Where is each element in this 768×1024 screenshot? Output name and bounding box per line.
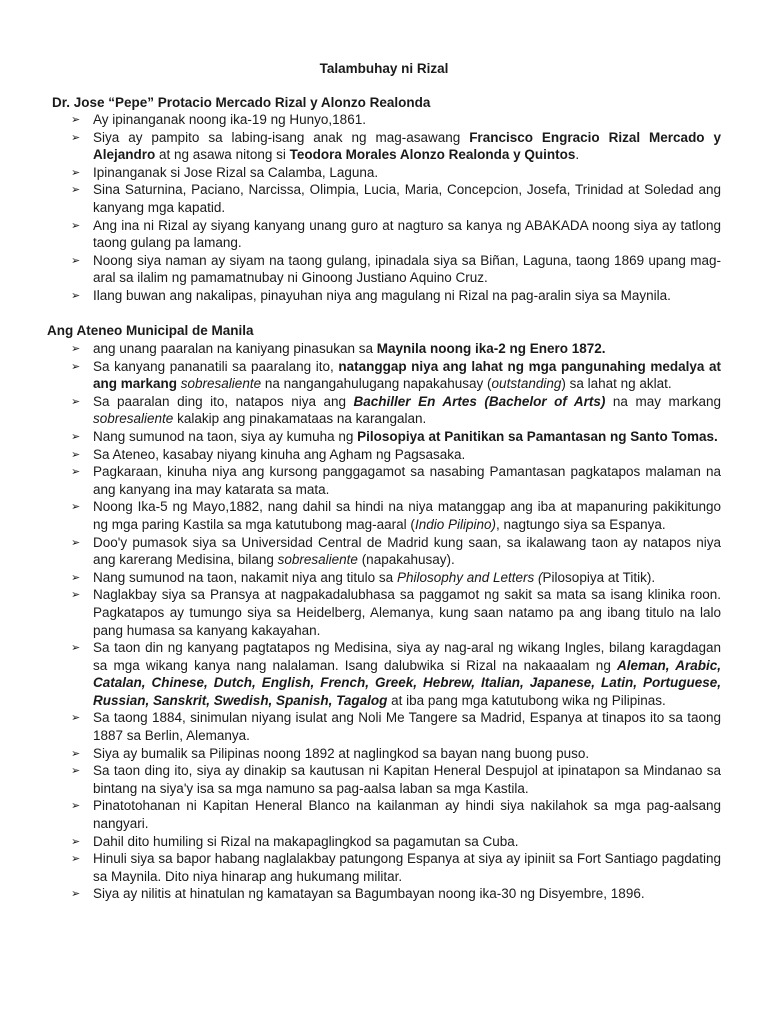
bullet-text-run: Indio Pilipino) [414, 516, 496, 532]
bullet-text-run: Doo'y pumasok siya sa Universidad Central de Madrid kung saan, sa ikalawang taon ay natapos niya ang karerang Medisina, bilang [93, 534, 721, 568]
bullet-item [0, 287, 721, 305]
bullet-text-run: na nangangahulugang napakahusay ( [261, 376, 492, 392]
bullet-text-run: Nang sumunod na taon, siya ay kumuha ng [93, 428, 358, 444]
bullet-item [0, 498, 721, 533]
bullet-item [0, 797, 721, 832]
bullet-text-run: Bachiller En Artes (Bachelor of Arts) [353, 393, 606, 409]
bullet-text-run: outstanding [491, 376, 562, 392]
bullet-text-run: Ilang buwan ang nakalipas, pinayuhan niya ang magulang ni Rizal na pag-aralin siya sa Maynila. [93, 287, 671, 303]
bullet-item [0, 639, 721, 709]
bullet-item [0, 340, 721, 358]
bullet-text-run: ang unang paaralan na kaniyang pinasukan sa [93, 341, 377, 356]
bullet-text-run: Pilosopiya at Panitikan sa Pamantasan ng Santo Tomas. [357, 428, 718, 444]
bullet-item [0, 428, 721, 446]
bullet-text-run: Naglakbay siya sa Pransya at nagpakadalubhasa sa paggamot ng sakit sa mata sa isang klinika roon. Pagkatapos ay tumungo siya sa Heidelberg, Alemanya, kung saan natamo pa ang ibang titulo na lalo pang humasa sa kanyang kakayahan. [93, 587, 721, 638]
bullet-text-run: Siya ay bumalik sa Pilipinas noong 1892 at naglingkod sa bayan nang buong puso. [93, 745, 590, 761]
bullet-item [0, 463, 721, 498]
bullet-list-biography [0, 111, 721, 305]
bullet-text-run: sobresaliente [277, 552, 358, 568]
bullet-text-run: Teodora Morales Alonzo Realonda y Quintos [289, 147, 576, 163]
bullet-text-run: (napakahusay). [357, 552, 455, 568]
bullet-text-run: Sa taong 1884, sinimulan niyang isulat ang Noli Me Tangere sa Madrid, Espanya at tinapos ito sa taong 1887 sa Berlin, Alemanya. [93, 710, 721, 744]
bullet-item [0, 111, 721, 129]
bullet-text-run: Pinatotohanan ni Kapitan Heneral Blanco na kailanman ay hindi siya nakilahok sa mga pag-aalsang nangyari. [93, 798, 721, 832]
bullet-text-run: at ng asawa nitong si [155, 147, 290, 163]
bullet-text-run: , nagtungo siya sa Espanya. [495, 516, 666, 532]
bullet-item [0, 358, 721, 393]
bullet-text-run: Ang ina ni Rizal ay siyang kanyang unang guro at nagturo sa kanya ng ABAKADA noong siya ay tatlong taong gulang pa lamang. [93, 217, 721, 251]
bullet-text-run: ) sa lahat ng aklat. [561, 376, 672, 392]
bullet-text-run: Noong Ika-5 ng Mayo,1882, nang dahil sa hindi na niya matanggap ang iba at mapanuring pakikitungo ng mga paring Kastila sa mga katutubong mag-aaral ( [93, 499, 721, 532]
bullet-text-run: . [575, 147, 580, 163]
bullet-text-run: Philosophy and Letters ( [396, 569, 543, 585]
bullet-text-run: Nang sumunod na taon, nakamit niya ang titulo sa [93, 569, 397, 585]
bullet-text-run: Siya ay pampito sa labing-isang anak ng mag-asawang [93, 129, 470, 145]
bullet-text-run: sobresaliente [93, 411, 174, 427]
bullet-text-run: Ay ipinanganak noong ika-19 ng Hunyo,1861. [93, 112, 366, 127]
bullet-item [0, 534, 721, 569]
document-title: Talambuhay ni Rizal [319, 61, 449, 76]
bullet-item [0, 164, 721, 182]
bullet-text-run: Maynila noong ika-2 ng Enero 1872. [376, 341, 606, 356]
bullet-item [0, 252, 721, 287]
bullet-item [0, 850, 721, 885]
bullet-item [0, 762, 721, 797]
bullet-text-run: sobresaliente [180, 376, 262, 392]
bullet-item [0, 217, 721, 252]
bullet-text-run: Hinuli siya sa bapor habang naglalakbay patungong Espanya at siya ay ipiniit sa Fort Santiago pagdating sa Maynila. Dito niya hinarap ang hukumang militar. [93, 851, 721, 884]
bullet-text-run: Noong siya naman ay siyam na taong gulang, ipinadala siya sa Biñan, Laguna, taong 1869 upang mag-aral sa ilalim ng pamamatnubay ni Ginoong Justiano Aquino Cruz. [93, 252, 721, 286]
bullet-list-education [0, 340, 721, 903]
bullet-text-run: natanggap niya ang lahat ng mga pangunahing medalya at ang markang [93, 358, 721, 392]
section-heading-rizal: Dr. Jose “Pepe” Protacio Mercado Rizal y Alonzo Realonda [52, 95, 431, 110]
bullet-item [0, 885, 721, 903]
bullet-text-run: Sa taon din ng kanyang pagtatapos ng Medisina, siya ay nag-aral ng wikang Ingles, bilang karagdagan sa mga wikang kanya nang nalalaman. Isang dalubwika si Rizal na nakaaalam ng [93, 640, 721, 673]
bullet-text-run: Sa taon ding ito, siya ay dinakip sa kautusan ni Kapitan Heneral Despujol at ipinatapon sa Mindanao sa bintang na siya'y isa sa mga namuno sa pag-aalsa laban sa mga Kastila. [93, 763, 721, 796]
bullet-item [0, 586, 721, 639]
bullet-text-run: Sa kanyang pananatili sa paaralang ito, [93, 358, 339, 374]
bullet-text-run: Ipinanganak si Jose Rizal sa Calamba, Laguna. [93, 164, 379, 180]
bullet-item [0, 833, 721, 851]
bullet-item [0, 569, 721, 587]
bullet-text-run: Francisco Engracio Rizal Mercado y Alejandro [93, 129, 722, 163]
bullet-text-run: Sa Ateneo, kasabay niyang kinuha ang Agham ng Pagsasaka. [93, 446, 466, 462]
section-heading-ateneo: Ang Ateneo Municipal de Manila [47, 323, 254, 338]
bullet-item [0, 181, 721, 216]
bullet-item [0, 745, 721, 763]
bullet-text-run: kalakip ang pinakamataas na karangalan. [173, 411, 427, 427]
bullet-text-run: Pilosopiya at Titik). [542, 569, 656, 585]
bullet-item [0, 129, 721, 164]
bullet-item [0, 393, 721, 428]
bullet-text-run: na may markang [605, 393, 721, 409]
bullet-text-run: Dahil dito humiling si Rizal na makapaglingkod sa pagamutan sa Cuba. [93, 833, 519, 849]
bullet-text-run: Pagkaraan, kinuha niya ang kursong panggagamot sa nasabing Pamantasan pagkatapos malaman na ang kanyang ina may katarata sa mata. [93, 464, 721, 497]
bullet-text-run: Sa paaralan ding ito, natapos niya ang [93, 393, 354, 409]
bullet-text-run: at iba pang mga katutubong wika ng Pilipinas. [387, 692, 666, 708]
bullet-text-run: Aleman, Arabic, Catalan, Chinese, Dutch, English, French, Greek, Hebrew, Italian, Japanese, Latin, Portuguese, Russian, Sanskrit, Swedish, Spanish, Tagalog [93, 657, 721, 708]
bullet-item [0, 446, 721, 464]
bullet-item [0, 709, 721, 744]
bullet-text-run: Sina Saturnina, Paciano, Narcissa, Olimpia, Lucia, Maria, Concepcion, Josefa, Trinidad at Soledad ang kanyang mga kapatid. [93, 182, 721, 215]
bullet-text-run: Siya ay nilitis at hinatulan ng kamatayan sa Bagumbayan noong ika-30 ng Disyembre, 1896. [93, 886, 645, 902]
